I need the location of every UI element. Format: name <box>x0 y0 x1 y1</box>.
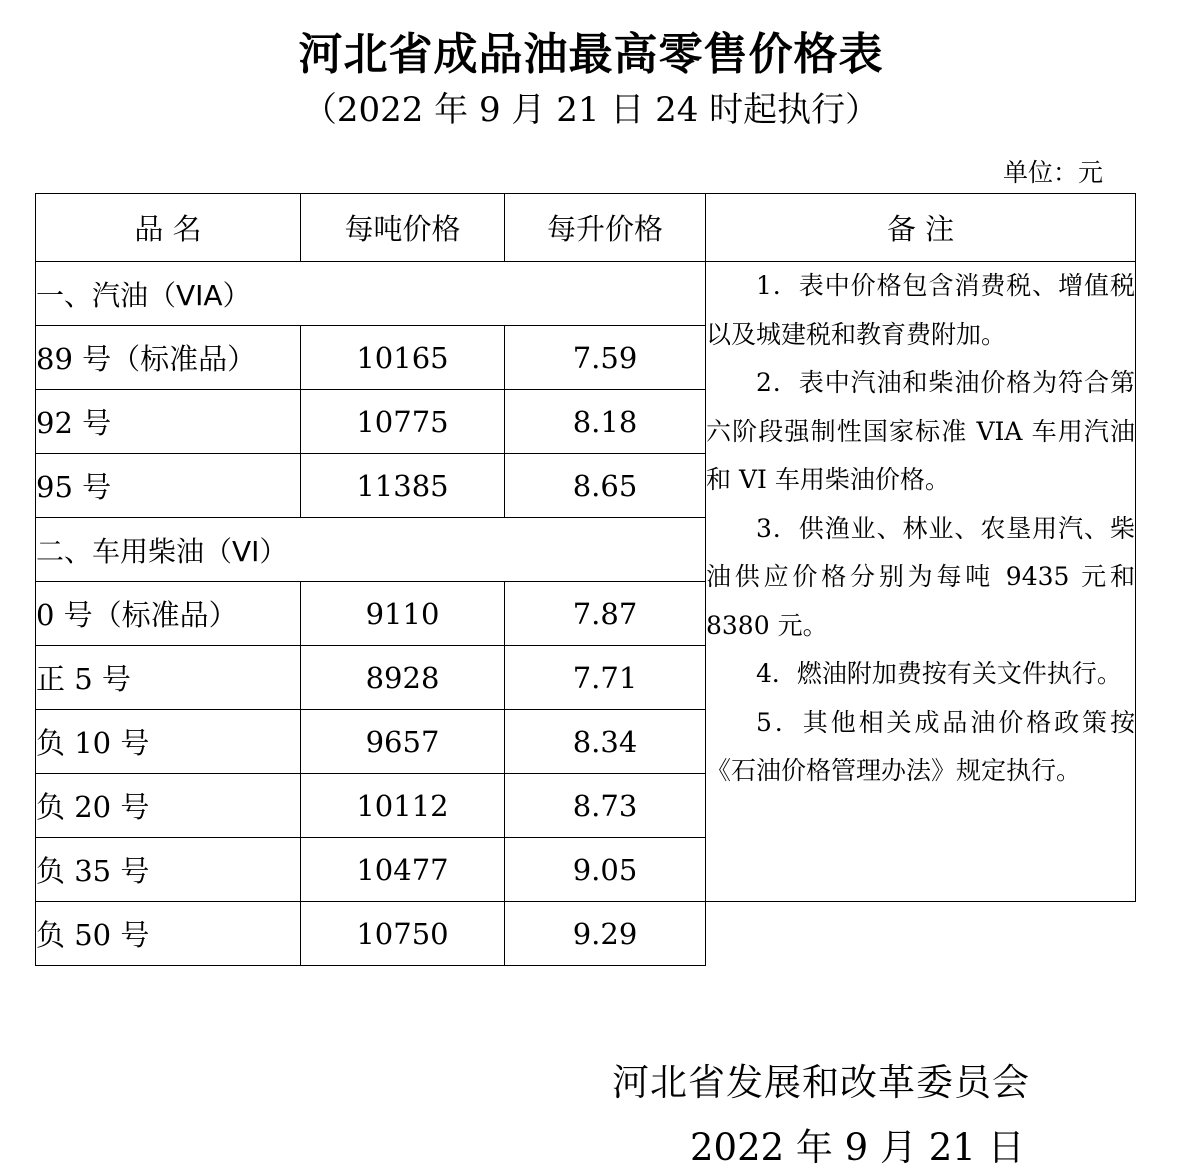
header-remarks: 备 注 <box>706 194 1136 262</box>
price-per-liter: 8.73 <box>505 774 706 838</box>
product-name: 正 5 号 <box>36 646 301 710</box>
product-name: 92 号 <box>36 390 301 454</box>
product-name: 负 10 号 <box>36 710 301 774</box>
table-header-row <box>36 194 1136 262</box>
price-per-ton: 10477 <box>301 838 505 902</box>
price-per-ton: 11385 <box>301 454 505 518</box>
remarks-cell <box>706 262 1136 902</box>
price-per-liter: 8.34 <box>505 710 706 774</box>
product-name: 负 20 号 <box>36 774 301 838</box>
page-title: 河北省成品油最高零售价格表 <box>298 29 884 80</box>
issue-date: 2022 年 9 月 21 日 <box>690 1126 1025 1169</box>
price-per-liter: 7.59 <box>505 326 706 390</box>
price-per-ton: 10112 <box>301 774 505 838</box>
price-per-ton: 9110 <box>301 582 505 646</box>
note-2: 2．表中汽油和柴油价格为符合第六阶段强制性国家标准 VIA 车用汽油和 VI 车用柴油价格。 <box>706 368 1135 494</box>
product-name: 负 50 号 <box>36 902 301 966</box>
issuing-organization: 河北省发展和改革委员会 <box>612 1061 1030 1104</box>
note-5: 5．其他相关成品油价格政策按《石油价格管理办法》规定执行。 <box>706 707 1135 785</box>
price-per-liter: 8.18 <box>505 390 706 454</box>
price-per-liter: 9.29 <box>505 902 706 966</box>
price-per-liter: 9.05 <box>505 838 706 902</box>
category-gasoline: 一、汽油（VIA） <box>36 262 706 326</box>
header-product-name: 品 名 <box>36 194 301 262</box>
note-1: 1．表中价格包含消费税、增值税以及城建税和教育费附加。 <box>706 271 1135 349</box>
table-row <box>36 902 1136 966</box>
price-per-ton: 8928 <box>301 646 505 710</box>
price-per-ton: 10165 <box>301 326 505 390</box>
note-4: 4．燃油附加费按有关文件执行。 <box>756 659 1122 688</box>
price-per-ton: 10775 <box>301 390 505 454</box>
price-per-liter: 7.87 <box>505 582 706 646</box>
unit-label: 单位：元 <box>1003 158 1104 187</box>
price-per-liter: 8.65 <box>505 454 706 518</box>
category-row-gasoline <box>36 262 1136 326</box>
price-per-ton: 10750 <box>301 902 505 966</box>
header-price-per-ton: 每吨价格 <box>301 194 505 262</box>
note-3: 3．供渔业、林业、农垦用汽、柴油供应价格分别为每吨 9435 元和 8380 元。 <box>706 513 1135 640</box>
product-name: 0 号（标准品） <box>36 582 301 646</box>
category-diesel: 二、车用柴油（VI） <box>36 518 706 582</box>
product-name: 95 号 <box>36 454 301 518</box>
price-per-liter: 7.71 <box>505 646 706 710</box>
price-table <box>35 193 1136 966</box>
effective-time: （2022 年 9 月 21 日 24 时起执行） <box>302 90 880 130</box>
product-name: 负 35 号 <box>36 838 301 902</box>
price-per-ton: 9657 <box>301 710 505 774</box>
product-name: 89 号（标准品） <box>36 326 301 390</box>
header-price-per-liter: 每升价格 <box>505 194 706 262</box>
